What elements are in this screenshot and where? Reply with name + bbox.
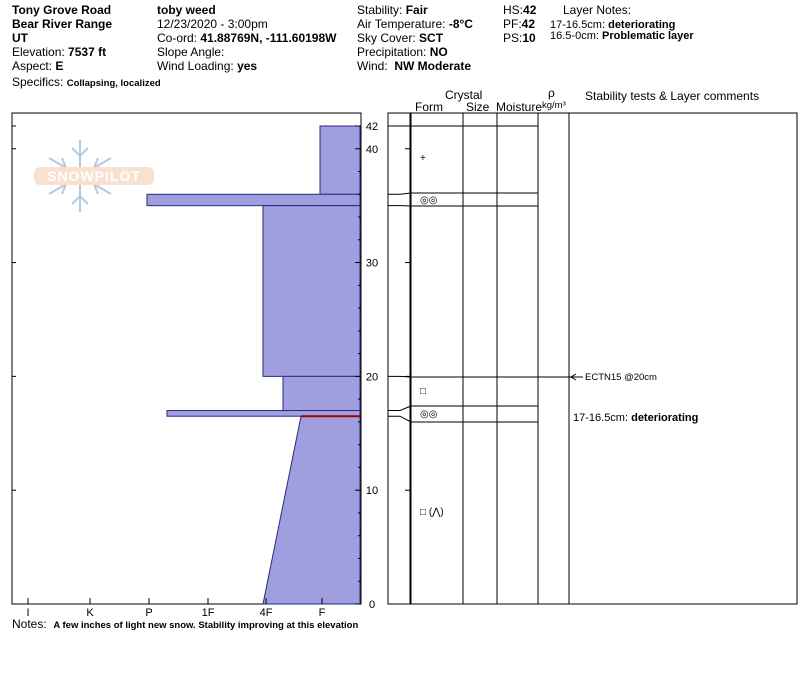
logo-text: SNOWPILOT bbox=[47, 168, 141, 184]
stability-comments-header: Stability tests & Layer comments bbox=[585, 89, 760, 103]
height-tick-label: 30 bbox=[365, 257, 379, 270]
layer-note: 17-16.5cm: deteriorating bbox=[550, 19, 676, 31]
height-tick-label: 0 bbox=[368, 599, 376, 611]
height-tick-label: 40 bbox=[365, 143, 379, 156]
hardness-profile bbox=[147, 126, 360, 604]
layer-connector bbox=[388, 416, 411, 422]
aspect: Aspect: E bbox=[12, 59, 64, 73]
hardness-layer bbox=[320, 126, 360, 194]
crystal-form-symbol: □ bbox=[420, 386, 427, 397]
ps: PS:10 bbox=[503, 31, 536, 45]
hardness-layer bbox=[147, 194, 360, 205]
form-header: Form bbox=[415, 100, 443, 114]
coordinates: Co-ord: 41.88769N, -111.60198W bbox=[157, 31, 337, 45]
hardness-layer bbox=[283, 376, 360, 410]
slope-angle: Slope Angle: bbox=[157, 45, 225, 59]
hs: HS:42 bbox=[503, 3, 537, 17]
hardness-tick-label: P bbox=[145, 607, 153, 619]
layer-comment: 17-16.5cm: deteriorating bbox=[573, 412, 699, 424]
stability: Stability: Fair bbox=[357, 3, 428, 17]
density-symbol: ρ bbox=[548, 86, 555, 100]
layer-note: 16.5-0cm: Problematic layer bbox=[550, 30, 694, 42]
height-tick-label: 10 bbox=[365, 485, 379, 498]
hardness-tick-label: F bbox=[318, 607, 326, 619]
state: UT bbox=[12, 31, 28, 45]
snowpilot-logo bbox=[34, 140, 154, 212]
crystal-form-symbol: + bbox=[420, 153, 426, 164]
moisture-header: Moisture bbox=[496, 100, 543, 114]
pf: PF:42 bbox=[503, 17, 536, 31]
height-tick-label: 20 bbox=[365, 371, 379, 384]
layer-notes-title: Layer Notes: bbox=[563, 3, 632, 17]
air-temperature: Air Temperature: -8°C bbox=[357, 17, 473, 31]
wind-loading: Wind Loading: yes bbox=[157, 59, 258, 73]
hardness-layer bbox=[263, 206, 360, 377]
crystal-form-symbol: □ (⋀) bbox=[420, 507, 444, 518]
hardness-layer bbox=[263, 416, 360, 604]
hardness-tick-label: K bbox=[86, 607, 94, 619]
location: Tony Grove Road bbox=[12, 3, 112, 17]
crystal-form-symbol: ◎◎ bbox=[420, 195, 438, 206]
layer-connector bbox=[388, 193, 411, 194]
layer-connector bbox=[388, 376, 411, 377]
layer-connector bbox=[388, 406, 411, 411]
crystal-form-symbol: ◎◎ bbox=[420, 409, 438, 420]
hardness-tick-label: I bbox=[26, 607, 30, 619]
wind: Wind: NW Moderate bbox=[357, 59, 472, 73]
range: Bear River Range bbox=[12, 17, 113, 31]
datetime: 12/23/2020 - 3:00pm bbox=[157, 17, 268, 31]
density-unit: kg/m³ bbox=[542, 100, 566, 111]
crystal-header: Crystal bbox=[445, 88, 483, 102]
precipitation: Precipitation: NO bbox=[357, 45, 448, 59]
notes: Notes: A few inches of light new snow. Stability improving at this elevation bbox=[12, 617, 359, 631]
layer-table bbox=[388, 113, 797, 604]
height-tick-label: 42 bbox=[365, 121, 379, 133]
size-header: Size bbox=[466, 100, 490, 114]
hardness-tick-label: 1F bbox=[201, 607, 215, 619]
observer: toby weed bbox=[157, 3, 216, 17]
hardness-tick-label: 4F bbox=[259, 607, 273, 619]
stability-test-label: ECTN15 @20cm bbox=[585, 372, 657, 383]
specifics: Specifics: Collapsing, localized bbox=[12, 75, 161, 89]
elevation: Elevation: 7537 ft bbox=[12, 45, 107, 59]
table-frame bbox=[388, 113, 797, 604]
sky-cover: Sky Cover: SCT bbox=[357, 31, 444, 45]
